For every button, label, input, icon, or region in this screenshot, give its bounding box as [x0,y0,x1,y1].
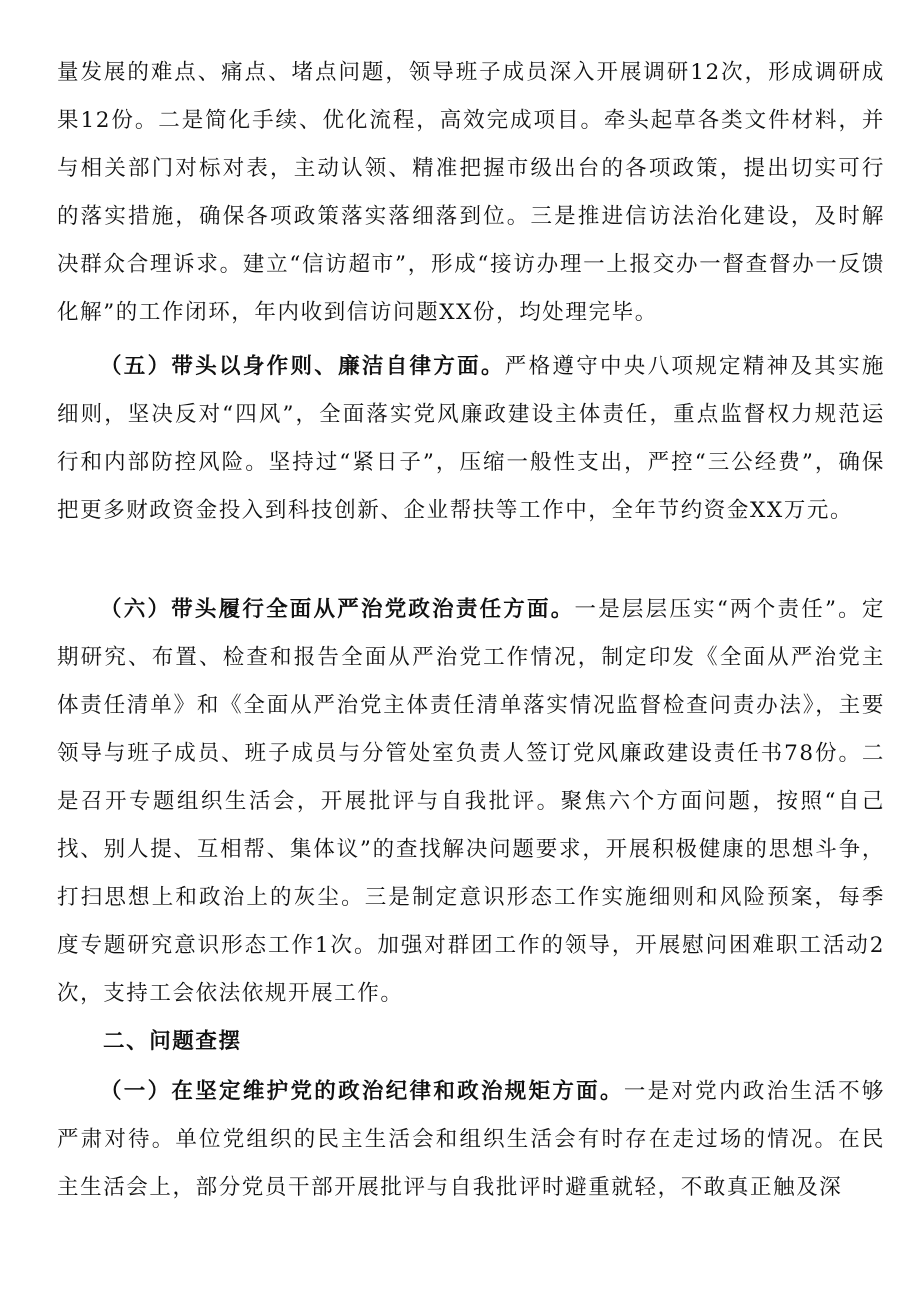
paragraph-text: 严格遵守中央八项规定精神及其实施细则，坚决反对“四风”，全面落实党风廉政建设主体责任，重点监督权力规范运行和内部防控风险。坚持过“紧日子”，压缩一般性支出，严控“三公经费”，确保把更多财政资金投入到科技创新、企业帮扶等工作中，全年节约资金XX万元。 [57,354,886,523]
paragraph-text: 量发展的难点、痛点、堵点问题，领导班子成员深入开展调研12次，形成调研成果12份。二是简化手续、优化流程，高效完成项目。牵头起草各类文件材料，并与相关部门对标对表，主动认领、精准把握市级出台的各项政策，提出切实可行的落实措施，确保各项政策落实落细落到位。三是推进信访法治化建设，及时解决群众合理诉求。建立“信访超市”，形成“接访办理一上报交办一督查督办一反馈化解”的工作闭环，年内收到信访问题XX份，均处理完毕。 [57,60,885,325]
paragraph-text: 一是对党内政治生活不够严肃对待。单位党组织的民主生活会和组织生活会有时存在走过场的情况。在民主生活会上，部分党员干部开展批评与自我批评时避重就轻，不敢真正触及深 [57,1079,886,1200]
item-title: （一）在坚定维护党的政治纪律和政治规矩方面。 [100,1079,624,1104]
item-title: （六）带头履行全面从严治党政治责任方面。 [100,597,575,622]
paragraph-text: 一是层层压实“两个责任”。定期研究、布置、检查和报告全面从严治党工作情况，制定印发《全面从严治党主体责任清单》和《全面从严治党主体责任清单落实情况监督检查问责办法》，主要领导与班子成员、班子成员与分管处室负责人签订党风廉政建设责任书78份。二是召开专题组织生活会，开展批评与自我批评。聚焦六个方面问题，按照“自己找、别人提、互相帮、集体议”的查找解决问题要求，开展积极健康的思想斗争，打扫思想上和政治上的灰尘。三是制定意识形态工作实施细则和风险预案，每季度专题研究意识形态工作1次。加强对群团工作的领导，开展慰问困难职工活动2次，支持工会依法依规开展工作。 [57,597,885,1006]
paragraph-issue-1 [57,1068,885,1212]
paragraph-item-5 [57,343,885,535]
item-title: （五）带头以身作则、廉洁自律方面。 [100,354,505,379]
paragraph-item-6 [57,586,885,1018]
paragraph-continuation [57,49,885,337]
section-heading: 二、问题查摆 [103,1029,242,1054]
